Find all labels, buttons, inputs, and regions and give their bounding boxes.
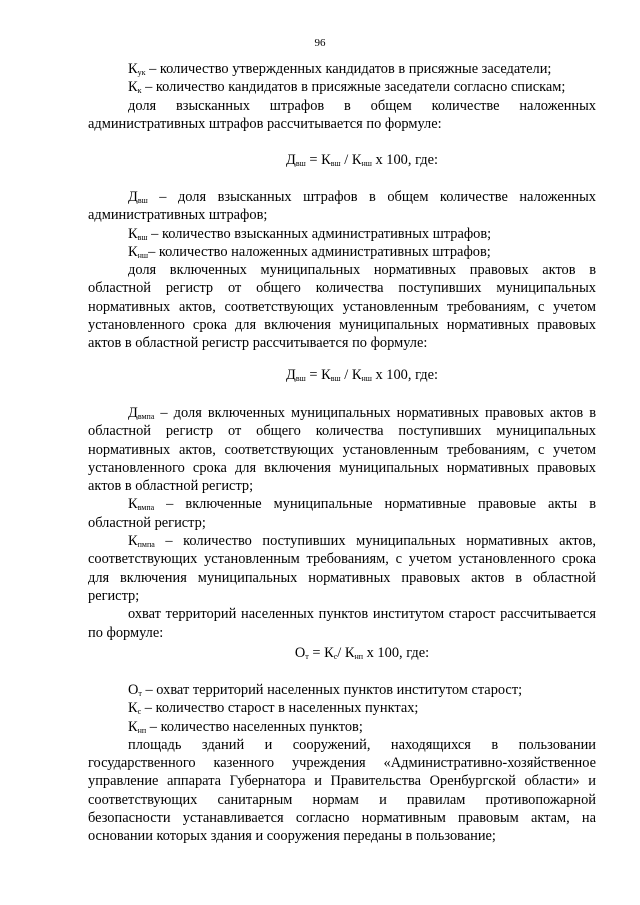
text-block-2 <box>88 188 596 353</box>
para-ploshad: площадь зданий и сооружений, находящихся в пользовании государственного казенного учреждения «Административно-хозяйственное управление аппарата Губернатора и Правительства Оренбургской области» и соответствующих санитарным нормам и правилам противопожарной безопасности устанавливается согласно нормативным правовым актам, на основании которых здания и сооружения переданы в пользование; <box>88 736 596 845</box>
def-knp: $К_{нп}$ – количество населенных пунктов; <box>128 718 363 735</box>
def-knsh: $К_{нш}-$ количество наложенных административных штрафов; <box>128 243 491 260</box>
def-kpmpa: $К_{пмпа}$ – количество поступивших муниципальных нормативных актов, соответствующих установленным требованиям, с учетом установленного срока для включения муниципальных нормативных правовых актов в областной регистр; <box>88 533 596 604</box>
text-block-3 <box>88 404 596 642</box>
def-kuk: $К_{ук}$ – количество утвержденных кандидатов в присяжные заседатели; <box>128 61 552 77</box>
para-ohvat: охват территорий населенных пунктов институтом старост рассчитывается по формуле: <box>88 606 596 641</box>
formula-2: $Д_{вш} = К_{вш} / К_{нш}$ х 100, где: <box>286 367 438 383</box>
para-dolya-npa: доля включенных муниципальных нормативных правовых актов в областной регистр от общего количества поступивших муниципальных нормативных актов, соответствующих установленным требованиям, с учетом установленного срока для включения муниципальных нормативных правовых актов в областной регистр рассчитывается по формуле: <box>88 262 596 352</box>
def-kk: $К_к$ – количество кандидатов в присяжные заседатели согласно спискам; <box>128 79 566 96</box>
formula-1: $Д_{вш} = К_{вш} / К_{нш}$ х 100, где: <box>286 152 438 168</box>
para-dolya-shtraf: доля взысканных штрафов в общем количестве наложенных административных штрафов рассчитывается по формуле: <box>88 97 596 132</box>
page-number: 96 <box>314 37 326 49</box>
def-kvmpa: $К_{вмпа}$ – включенные муниципальные нормативные правовые акты в областной регистр; <box>88 496 596 531</box>
def-dvsh: $Д_{вш}$ – доля взысканных штрафов в общем количестве наложенных административных штрафов; <box>88 189 596 224</box>
text-block-4 <box>88 681 596 846</box>
text-block-top <box>88 60 596 133</box>
def-ot: $О_т$ – охват территорий населенных пунктов институтом старост; <box>128 682 523 698</box>
def-dvmpa: $Д_{вмпа}$ – доля включенных муниципальных нормативных правовых актов в областной регистр от общего количества поступивших муниципальных нормативных актов, соответствующих установленным требованиям, с учетом установленного срока для включения муниципальных нормативных правовых актов в областной регистр; <box>88 405 596 495</box>
def-kvsh: $К_{вш}$ – количество взысканных административных штрафов; <box>128 225 492 242</box>
formula-3: $О_т = К_с/$ $К_{нп}$ х 100, где: <box>294 645 430 661</box>
def-kc: $К_с$ – количество старост в населенных пунктах; <box>128 700 419 717</box>
